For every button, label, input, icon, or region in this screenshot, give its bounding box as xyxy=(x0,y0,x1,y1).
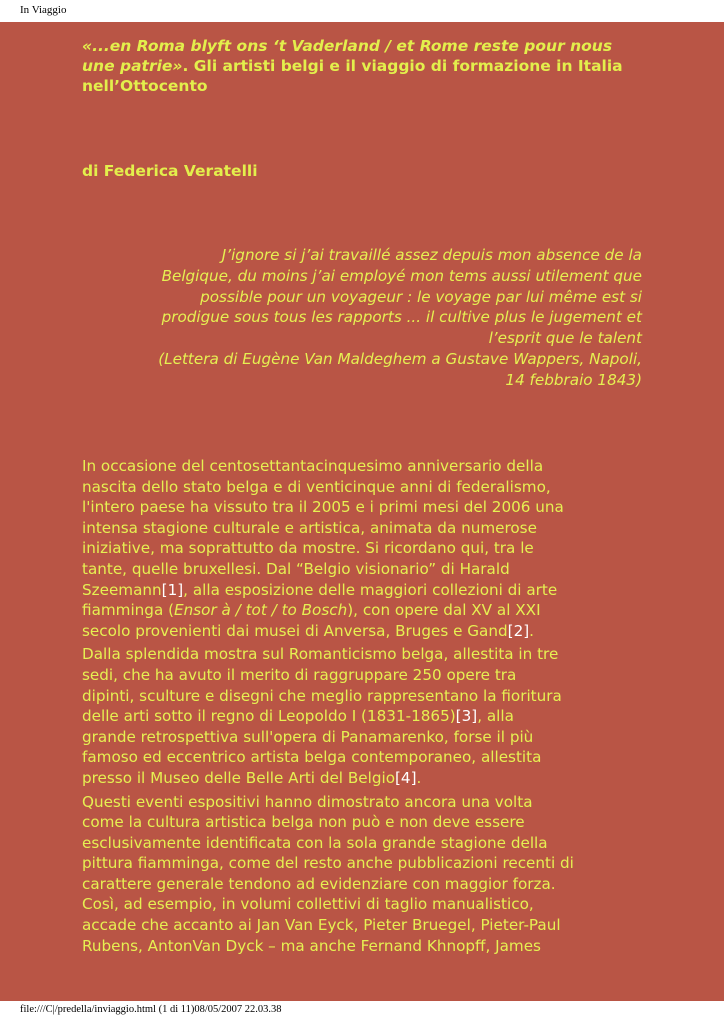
body-line: intensa stagione culturale e artistica, animata da numerose xyxy=(82,518,537,537)
body-line: In occasione del centosettantacinquesimo anniversario della xyxy=(82,457,544,475)
body-line: iniziative, ma soprattutto da mostre. Si ricordano qui, tra le xyxy=(82,539,534,558)
body-line: pittura fiamminga, come del resto anche pubblicazioni recenti di xyxy=(82,854,574,873)
body-line: accade che accanto ai Jan Van Eyck, Pieter Bruegel, Pieter-Paul xyxy=(82,916,561,935)
article-author: di Federica Veratelli xyxy=(82,162,258,180)
body-line: esclusivamente identificata con la sola grande stagione della xyxy=(82,833,548,852)
body-line: carattere generale tendono ad evidenziare con maggior forza. xyxy=(82,874,556,893)
body-text-segment: ), con opere dal XV al XXI xyxy=(347,601,541,620)
body-text-segment: Szeemann xyxy=(82,580,162,599)
exhibition-title: Ensor à / tot / to Bosch xyxy=(174,601,348,620)
footnote-link-3[interactable]: [3] xyxy=(455,707,478,726)
body-line xyxy=(82,580,652,601)
body-text-segment: fiamminga ( xyxy=(82,601,175,620)
body-text-segment: delle arti sotto il regno di Leopoldo I (1831-1865) xyxy=(82,707,456,726)
body-line: Così, ad esempio, in volumi collettivi di taglio manualistico, xyxy=(82,895,534,914)
footnote-link-4[interactable]: [4] xyxy=(394,768,417,787)
article-page xyxy=(0,22,724,1001)
epigraph-line: Belgique, du moins j’ai employé mon tems aussi utilement que xyxy=(161,266,642,285)
epigraph-line: prodigue sous tous les rapports ... il cultive plus le jugement et xyxy=(161,308,642,327)
body-line xyxy=(82,621,652,642)
epigraph-citation: (Lettera di Eugène Van Maldeghem a Gustave Wappers, Napoli, xyxy=(158,349,642,368)
epigraph-line: possible pour un voyageur : le voyage par lui même est si xyxy=(200,287,642,306)
body-line xyxy=(82,600,652,621)
article-title xyxy=(82,36,642,96)
epigraph-line: J’ignore si j’ai travaillé assez depuis mon absence de la xyxy=(221,246,642,264)
article-body xyxy=(82,456,652,959)
body-text-segment: secolo provenienti dai musei di Anversa, Bruges e Gand xyxy=(82,621,508,640)
body-text-segment: . xyxy=(529,621,534,640)
body-text-segment: . xyxy=(416,768,422,787)
epigraph-line: l’esprit que le talent xyxy=(488,329,642,348)
footnote-link-2[interactable]: [2] xyxy=(507,621,530,640)
body-paragraph-3 xyxy=(82,792,652,957)
body-line: Rubens, AntonVan Dyck – ma anche Fernand Khnopff, James xyxy=(82,936,541,955)
epigraph xyxy=(78,245,642,391)
footnote-link-1[interactable]: [1] xyxy=(161,580,184,599)
body-text-segment: presso il Museo delle Belle Arti del Belgio xyxy=(82,768,395,787)
body-line: famoso ed eccentrico artista belga contemporaneo, allestita xyxy=(82,748,542,767)
body-line: come la cultura artistica belga non può e non deve essere xyxy=(82,813,525,832)
body-line: dipinti, sculture e disegni che meglio rappresentano la fioritura xyxy=(82,686,562,705)
print-footer-source: file:///C|/predella/inviaggio.html (1 di 11)08/05/2007 22.03.38 xyxy=(20,1004,282,1015)
body-text-segment: , alla xyxy=(477,707,514,726)
body-line xyxy=(82,768,652,789)
body-paragraph-2 xyxy=(82,644,652,788)
body-text-segment: , alla esposizione delle maggiori collezioni di arte xyxy=(183,580,558,599)
body-line: grande retrospettiva sull'opera di Panamarenko, forse il più xyxy=(82,727,534,746)
print-header-title: In Viaggio xyxy=(20,4,67,16)
body-line xyxy=(82,706,652,727)
article-title-quote: «...en Roma blyft ons ‘t Vaderland / et Rome reste pour nous une patrie» xyxy=(82,37,613,75)
body-line: tante, quelle bruxellesi. Dal “Belgio visionario” di Harald xyxy=(82,559,510,578)
body-line: Dalla splendida mostra sul Romanticismo belga, allestita in tre xyxy=(82,645,559,664)
body-line: nascita dello stato belga e di venticinque anni di federalismo, xyxy=(82,477,551,496)
body-line: Questi eventi espositivi hanno dimostrato ancora una volta xyxy=(82,792,533,811)
article-title-rest: . Gli artisti belgi e il viaggio di formazione in Italia nell’Ottocento xyxy=(82,57,623,95)
body-paragraph-1 xyxy=(82,456,652,641)
body-line: sedi, che ha avuto il merito di raggruppare 250 opere tra xyxy=(82,665,517,684)
body-line: l'intero paese ha vissuto tra il 2005 e i primi mesi del 2006 una xyxy=(82,498,564,517)
epigraph-citation: 14 febbraio 1843) xyxy=(505,370,642,389)
